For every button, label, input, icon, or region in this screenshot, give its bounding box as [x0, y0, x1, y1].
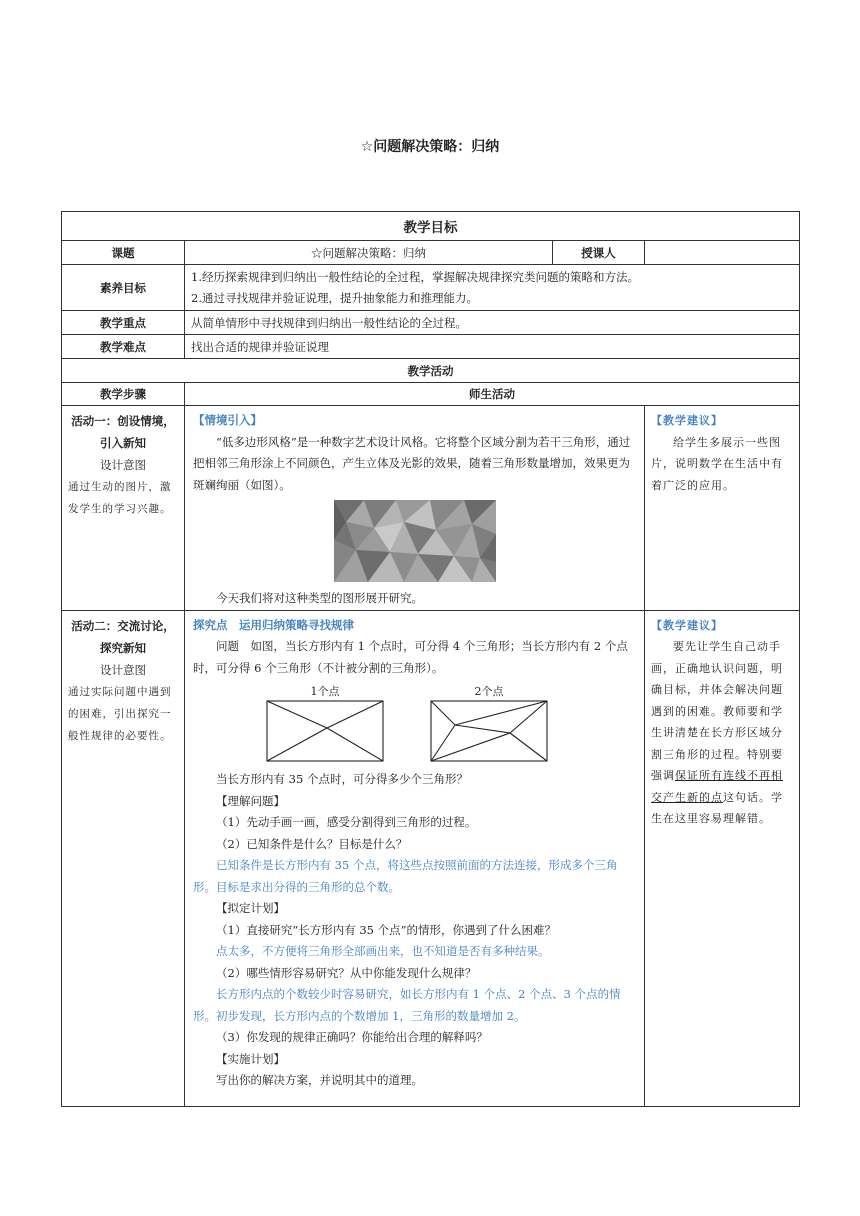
fig2-rectangle [431, 701, 547, 761]
activity2-title-1: 活动二：交流讨论， [71, 618, 175, 633]
fig1-rectangle [267, 701, 383, 761]
plan-1-answer: 点太多，不方便将三角形全部画出来，也不知道是否有多种结果。 [216, 944, 550, 958]
fig1-label: 1个点 [310, 685, 339, 698]
implement-tag: 【实施计划】 [216, 1051, 285, 1066]
understand-tag: 【理解问题】 [216, 793, 285, 808]
advice-text-part1: 要先让学生自己动手画，正确地认识问题，明确目标，并体会解决问题遇到的困难。教师要和学生讲清楚在长方形区域分割三角形的过程。特别要强调 [651, 640, 783, 782]
key-row [62, 311, 800, 335]
activity1-para1: “低多边形风格”是一种数字艺术设计风格。它将整个区域分割为若干三角形，通过把相邻三角形涂上不同颜色，产生立体及光影的效果，随着三角形数量增加，效果更为斑斓绚丽（如图）。 [193, 434, 631, 492]
literacy-row [62, 265, 800, 311]
page-title: ☆问题解决策略：归纳 [360, 139, 500, 155]
activity1-design-label: 设计意图 [100, 458, 146, 472]
col-steps-header: 教学步骤 [62, 383, 185, 406]
understand-2: （2）已知条件是什么？目标是什么？ [216, 836, 408, 851]
implement-text: 写出你的解决方案，并说明其中的道理。 [216, 1073, 423, 1087]
section-goals-header: 教学目标 [62, 212, 800, 241]
plan-3: （3）你发现的规律正确吗？你能给出合理的解释吗？ [216, 1030, 488, 1044]
activity2-row [62, 610, 800, 1106]
teacher-label: 授课人 [553, 241, 645, 265]
plan-1: （1）直接研究“长方形内有 35 个点”的情形，你遇到了什么困难？ [216, 922, 557, 937]
problem-text: 问题 如图，当长方形内有 1 个点时，可分得 4 个三角形；当长方形内有 2 个点时，可分得 6 个三角形（不计被分割的三角形）。 [193, 639, 628, 675]
key-label: 教学重点 [62, 311, 185, 335]
activity1-row [62, 406, 800, 611]
activity1-advice [645, 406, 800, 611]
activity2-advice [645, 610, 800, 1106]
activity1-title-1: 活动一：创设情境， [71, 414, 175, 428]
activity1-advice-tag: 【教学建议】 [651, 414, 723, 427]
activity1-title-2: 引入新知 [100, 436, 146, 450]
plan-tag: 【拟定计划】 [216, 901, 285, 915]
explore-title: 探究点 运用归纳策略寻找规律 [193, 617, 354, 632]
activity1-content [185, 406, 645, 611]
activity2-title-2: 探究新知 [100, 640, 146, 655]
advice-text-underlined: 保证所有连线不再相交产生新的点 [651, 769, 783, 804]
understand-1: （1）先动手画一画，感受分割得到三角形的过程。 [216, 815, 477, 829]
literacy-goals [185, 265, 800, 311]
literacy-goal-1: 1.经历探索规律到归纳出一般性结论的全过程，掌握解决规律探究类问题的策略和方法。 [191, 269, 639, 284]
literacy-label: 素养目标 [62, 265, 185, 311]
section-activities-header: 教学活动 [62, 359, 800, 383]
activity1-tag: 【情境引入】 [193, 413, 262, 427]
rectangle-figures [265, 683, 565, 763]
plan-2-answer: 长方形内点的个数较少时容易研究，如长方形内有 1 个点、2 个点、3 个点的情形。初步发现，长方形内点的个数增加 1，三角形的数量增加 2。 [193, 987, 621, 1023]
question-text: 当长方形内有 35 个点时，可分得多少个三角形？ [216, 772, 468, 786]
activity1-advice-text: 给学生多展示一些图片，说明数学在生活中有着广泛的应用。 [651, 435, 783, 492]
difficult-row [62, 335, 800, 359]
lesson-plan-table [61, 211, 800, 1107]
activity2-advice-text [651, 636, 793, 830]
literacy-goal-2: 2.通过寻找规律并验证说理，提升抽象能力和推理能力。 [191, 290, 478, 305]
topic-row [62, 241, 800, 265]
activity1-para2: 今天我们将对这种类型的图形展开研究。 [216, 591, 423, 605]
activity2-advice-tag: 【教学建议】 [651, 618, 723, 632]
activity1-step [62, 406, 185, 611]
activity2-design-label: 设计意图 [100, 662, 146, 677]
advice-text-part2: 这句话。学生在这里容易理解错。 [651, 790, 783, 825]
activity2-step [62, 610, 185, 1106]
col-activity-header: 师生活动 [185, 383, 800, 406]
teacher-value [645, 241, 800, 265]
difficult-label: 教学难点 [62, 335, 185, 359]
low-poly-image [334, 500, 496, 582]
plan-2: （2）哪些情形容易研究？从中你能发现什么规律？ [216, 965, 477, 980]
understand-2-answer: 已知条件是长方形内有 35 个点，将这些点按照前面的方法连接，形成多个三角形。目标是求出分得的三角形的总个数。 [193, 858, 618, 894]
activity2-content [185, 610, 645, 1106]
topic-label: 课题 [62, 241, 185, 265]
columns-header-row [62, 383, 800, 406]
activity2-design-text: 通过实际问题中遇到的困难，引出探究一般性规律的必要性。 [68, 685, 172, 742]
activity1-design-text: 通过生动的图片，激发学生的学习兴趣。 [68, 481, 172, 515]
fig2-label: 2个点 [474, 685, 503, 698]
key-value: 从简单情形中寻找规律到归纳出一般性结论的全过程。 [185, 311, 800, 335]
topic-value: ☆问题解决策略：归纳 [185, 241, 553, 265]
difficult-value: 找出合适的规律并验证说理 [185, 335, 800, 359]
activities-header-row [62, 359, 800, 383]
goals-header-row [62, 212, 800, 241]
